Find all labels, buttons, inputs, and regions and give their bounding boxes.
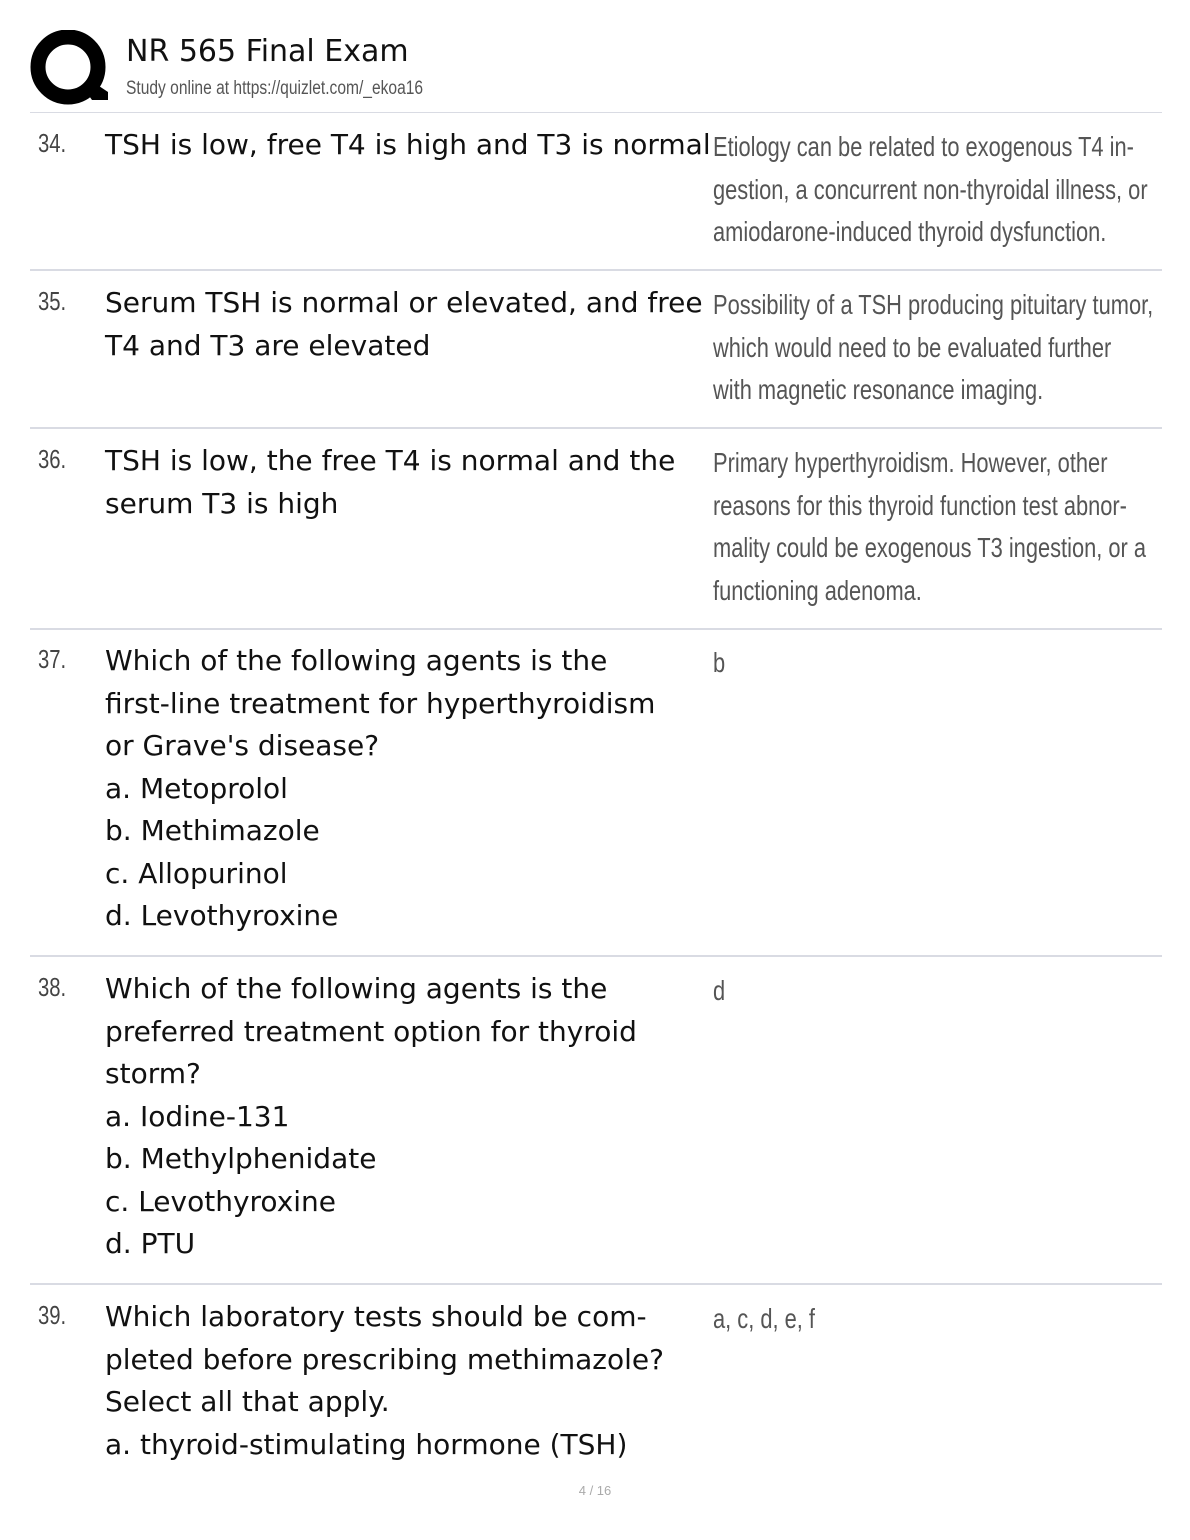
definition-line: with magnetic resonance imaging.	[713, 374, 1044, 405]
answer-option: c. Allopurinol	[105, 856, 288, 890]
definition-line: a, c, d, e, f	[713, 1303, 815, 1334]
card-number: 37.	[38, 644, 67, 674]
card-term	[105, 124, 710, 167]
definition-line: Primary hyperthyroidism. However, other	[713, 447, 1108, 478]
card-definition	[713, 284, 1158, 412]
card-term	[105, 968, 710, 1266]
term-line: serum T3 is high	[105, 486, 339, 520]
card-term	[105, 440, 710, 525]
answer-option: d. PTU	[105, 1227, 196, 1260]
definition-line: Etiology can be related to exogenous T4 in-	[713, 131, 1134, 162]
definition-line: b	[713, 647, 726, 678]
term-line: TSH is low, free T4 is high and T3 is normal	[105, 128, 711, 161]
definition-line: amiodarone-induced thyroid dysfunction.	[713, 216, 1107, 247]
quizlet-logo-icon	[30, 30, 110, 108]
card-term	[105, 640, 710, 938]
card-definition	[713, 642, 1158, 685]
study-online-link[interactable]: Study online at https://quizlet.com/_ekoa16	[126, 78, 424, 99]
answer-option: a. Iodine-131	[105, 1099, 290, 1133]
definition-line: gestion, a concurrent non-thyroidal illness, or	[713, 173, 1148, 205]
flashcard-39	[30, 1286, 1162, 1466]
card-number: 36.	[38, 444, 67, 474]
page-header	[30, 30, 1162, 113]
answer-option: a. thyroid-stimulating hormone (TSH)	[105, 1427, 628, 1461]
flashcard-35	[30, 272, 1162, 429]
term-line: or Grave's disease?	[105, 729, 380, 762]
card-number: 39.	[38, 1300, 67, 1330]
flashcard-34	[30, 114, 1162, 271]
page-title: NR 565 Final Exam	[126, 34, 409, 69]
term-line: Which of the following agents is the	[105, 644, 608, 677]
definition-line: which would need to be evaluated further	[713, 331, 1112, 363]
definition-line: Possibility of a TSH producing pituitary tumor,	[713, 289, 1154, 320]
term-line: Select all that apply.	[105, 1385, 390, 1418]
page-number: 4 / 16	[578, 1483, 612, 1498]
card-number: 35.	[38, 286, 67, 316]
card-number: 38.	[38, 972, 67, 1002]
term-line: T4 and T3 are elevated	[105, 328, 431, 362]
definition-line: reasons for this thyroid function test abnor-	[713, 489, 1127, 521]
card-definition	[713, 970, 1158, 1013]
flashcard-37	[30, 630, 1162, 957]
answer-option: a. Metoprolol	[105, 771, 288, 805]
term-line: Which of the following agents is the	[105, 972, 608, 1005]
term-line: Serum TSH is normal or elevated, and free	[105, 286, 703, 319]
card-definition	[713, 1298, 1158, 1341]
flashcard-38	[30, 958, 1162, 1285]
term-line: Which laboratory tests should be com-	[105, 1300, 647, 1333]
term-line: first-line treatment for hyperthyroidism	[105, 686, 656, 720]
definition-line: d	[713, 975, 726, 1006]
card-definition	[713, 126, 1158, 254]
answer-option: d. Levothyroxine	[105, 899, 339, 932]
flashcard-36	[30, 430, 1162, 630]
answer-option: b. Methimazole	[105, 814, 320, 847]
card-definition	[713, 442, 1158, 612]
card-term	[105, 282, 710, 367]
term-line: storm?	[105, 1057, 201, 1090]
answer-option: c. Levothyroxine	[105, 1184, 337, 1218]
term-line: preferred treatment option for thyroid	[105, 1014, 637, 1048]
card-number: 34.	[38, 128, 67, 158]
term-line: TSH is low, the free T4 is normal and the	[105, 444, 676, 477]
definition-line: functioning adenoma.	[713, 574, 922, 606]
term-line: pleted before prescribing methimazole?	[105, 1342, 664, 1376]
definition-line: mality could be exogenous T3 ingestion, or a	[713, 532, 1147, 563]
answer-option: b. Methylphenidate	[105, 1142, 377, 1175]
card-term	[105, 1296, 710, 1466]
